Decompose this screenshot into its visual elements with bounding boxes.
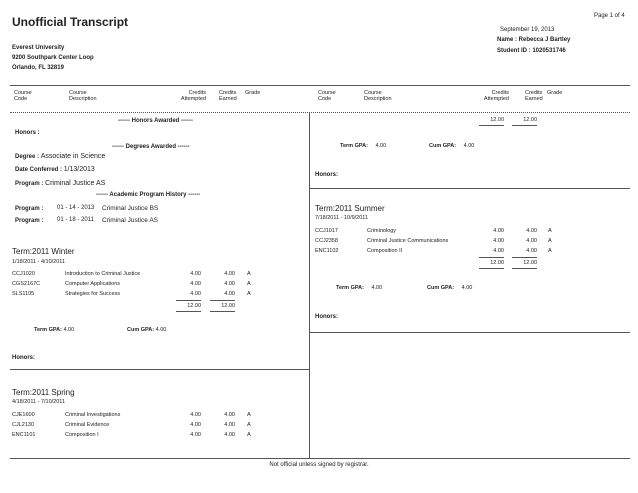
term-honors-label: Honors:: [315, 314, 338, 320]
hdr-earn-r: Credits Earned: [525, 90, 543, 102]
history-label-1: Program :: [15, 206, 44, 212]
grade: A: [548, 228, 552, 234]
grade: A: [247, 271, 251, 277]
course-code: ENC1102: [315, 248, 339, 254]
term-separator: [309, 188, 630, 189]
hdr-grade-r: Grade: [547, 90, 563, 96]
credits-attempted: 4.00: [190, 291, 201, 297]
course-desc: Strategies for Success: [65, 291, 121, 297]
term-winter-dates: 1/18/2011 - 4/10/2011: [12, 259, 66, 265]
course-desc: Introduction to Criminal Justice: [65, 271, 141, 277]
course-desc: Criminal Investigations: [65, 412, 121, 418]
hdr-code-l: Course Code: [14, 90, 32, 102]
footer-rule: [10, 458, 630, 459]
course-desc: Computer Applications: [65, 281, 121, 287]
course-desc: Composition II: [367, 248, 403, 254]
total-rule: [479, 268, 504, 269]
credits-earned: 4.00: [224, 412, 235, 418]
credits-earned: 4.00: [224, 432, 235, 438]
print-date: September 19, 2013: [500, 27, 555, 33]
term-honors-label: Honors:: [12, 355, 35, 361]
footer-note: Not official unless signed by registrar.: [269, 462, 369, 468]
total-rule: [210, 311, 235, 312]
prev-total-earned: 12.00: [523, 117, 537, 123]
grade: A: [247, 432, 251, 438]
credits-attempted: 4.00: [190, 412, 201, 418]
credits-earned: 4.00: [224, 281, 235, 287]
credits-attempted: 4.00: [493, 238, 504, 244]
total-attempted: 12.00: [187, 303, 201, 309]
hdr-desc-l: Course Description: [69, 90, 97, 102]
grade: A: [247, 422, 251, 428]
history-program-1: Criminal Justice BS: [102, 205, 159, 212]
term-summer-title: Term:2011 Summer: [315, 204, 385, 213]
total-rule: [176, 311, 201, 312]
course-code: ENC1101: [12, 432, 36, 438]
history-label-2: Program :: [15, 218, 44, 224]
credits-attempted: 4.00: [190, 281, 201, 287]
course-code: CGS2167C: [12, 281, 41, 287]
school-name: Everest University: [12, 45, 65, 51]
term-gpa: Term GPA: 4.00: [336, 285, 383, 291]
hdr-code-r: Course Code: [318, 90, 336, 102]
total-earned: 12.00: [523, 260, 537, 266]
grade: A: [548, 238, 552, 244]
grade: A: [247, 412, 251, 418]
credits-attempted: 4.00: [190, 271, 201, 277]
credits-attempted: 4.00: [493, 248, 504, 254]
grade: A: [247, 291, 251, 297]
term-gpa: Term GPA: 4.00: [34, 327, 75, 333]
total-rule: [479, 125, 504, 126]
total-attempted: 12.00: [490, 260, 504, 266]
page-number: Page 1 of 4: [594, 13, 625, 19]
course-code: CCJ1020: [12, 271, 35, 277]
degrees-awarded-heading: ------ Degrees Awarded ------: [112, 144, 190, 150]
total-rule: [512, 125, 537, 126]
course-code: CCJ1017: [315, 228, 338, 234]
hdr-att-l: Credits Attempted: [180, 90, 206, 102]
course-code: CJE1600: [12, 412, 35, 418]
prev-cum-gpa: Cum GPA: 4.00: [429, 143, 475, 149]
school-city: Orlando, FL 32819: [12, 65, 64, 71]
history-date-1: 01 - 14 - 2013: [57, 205, 95, 211]
prev-total-attempted: 12.00: [490, 117, 504, 123]
course-code: SLS1105: [12, 291, 35, 297]
total-rule: [512, 257, 537, 258]
hdr-earn-l: Credits Earned: [219, 90, 237, 102]
credits-attempted: 4.00: [190, 432, 201, 438]
program-row: Program : Criminal Justice AS: [15, 180, 106, 187]
page-title: Unofficial Transcript: [12, 15, 129, 29]
cum-gpa: Cum GPA: 4.00: [427, 285, 473, 291]
course-desc: Criminal Evidence: [65, 422, 110, 428]
course-code: CJL2130: [12, 422, 35, 428]
honors-label: Honors :: [15, 130, 40, 136]
hdr-grade-l: Grade: [245, 90, 261, 96]
credits-earned: 4.00: [526, 228, 537, 234]
course-desc: Criminology: [367, 228, 397, 234]
column-divider: [309, 113, 310, 458]
total-rule: [512, 268, 537, 269]
grade: A: [548, 248, 552, 254]
course-code: CCJ2358: [315, 238, 338, 244]
header-rule: [10, 85, 630, 86]
credits-earned: 4.00: [224, 271, 235, 277]
course-desc: Composition I: [65, 432, 99, 438]
degree-row: Degree : Associate in Science: [15, 153, 106, 160]
prev-honors-label: Honors:: [315, 172, 338, 178]
prev-term-gpa: Term GPA: 4.00: [340, 143, 387, 149]
credits-earned: 4.00: [224, 422, 235, 428]
honors-awarded-heading: ------ Honors Awarded ------: [118, 118, 193, 124]
history-program-2: Criminal Justice AS: [102, 217, 158, 224]
cum-gpa: Cum GPA: 4.00: [127, 327, 167, 333]
term-separator: [10, 369, 309, 370]
term-summer-dates: 7/18/2011 - 10/9/2011: [315, 215, 369, 221]
total-rule: [176, 300, 201, 301]
grade: A: [247, 281, 251, 287]
term-separator: [309, 332, 630, 333]
school-address: 9200 Southpark Center Loop: [12, 55, 94, 61]
date-conferred-row: Date Conferred : 1/13/2013: [15, 166, 95, 173]
hdr-att-r: Credits Attempted: [483, 90, 509, 102]
student-name: Name : Rebecca J Bartley: [497, 37, 571, 43]
credits-earned: 4.00: [224, 291, 235, 297]
term-winter-title: Term:2011 Winter: [12, 247, 75, 256]
header-dotted-rule: [10, 112, 630, 113]
total-rule: [479, 257, 504, 258]
credits-attempted: 4.00: [190, 422, 201, 428]
student-id: Student ID : 1020531746: [497, 48, 566, 54]
credits-earned: 4.00: [526, 248, 537, 254]
program-history-heading: ------ Academic Program History ------: [96, 192, 201, 198]
hdr-desc-r: Course Description: [364, 90, 392, 102]
history-date-2: 01 - 18 - 2011: [57, 217, 94, 223]
course-desc: Criminal Justice Communications: [367, 238, 449, 244]
term-spring-title: Term:2011 Spring: [12, 388, 75, 397]
credits-attempted: 4.00: [493, 228, 504, 234]
total-earned: 12.00: [221, 303, 235, 309]
term-spring-dates: 4/18/2011 - 7/10/2011: [12, 399, 66, 405]
credits-earned: 4.00: [526, 238, 537, 244]
total-rule: [210, 300, 235, 301]
